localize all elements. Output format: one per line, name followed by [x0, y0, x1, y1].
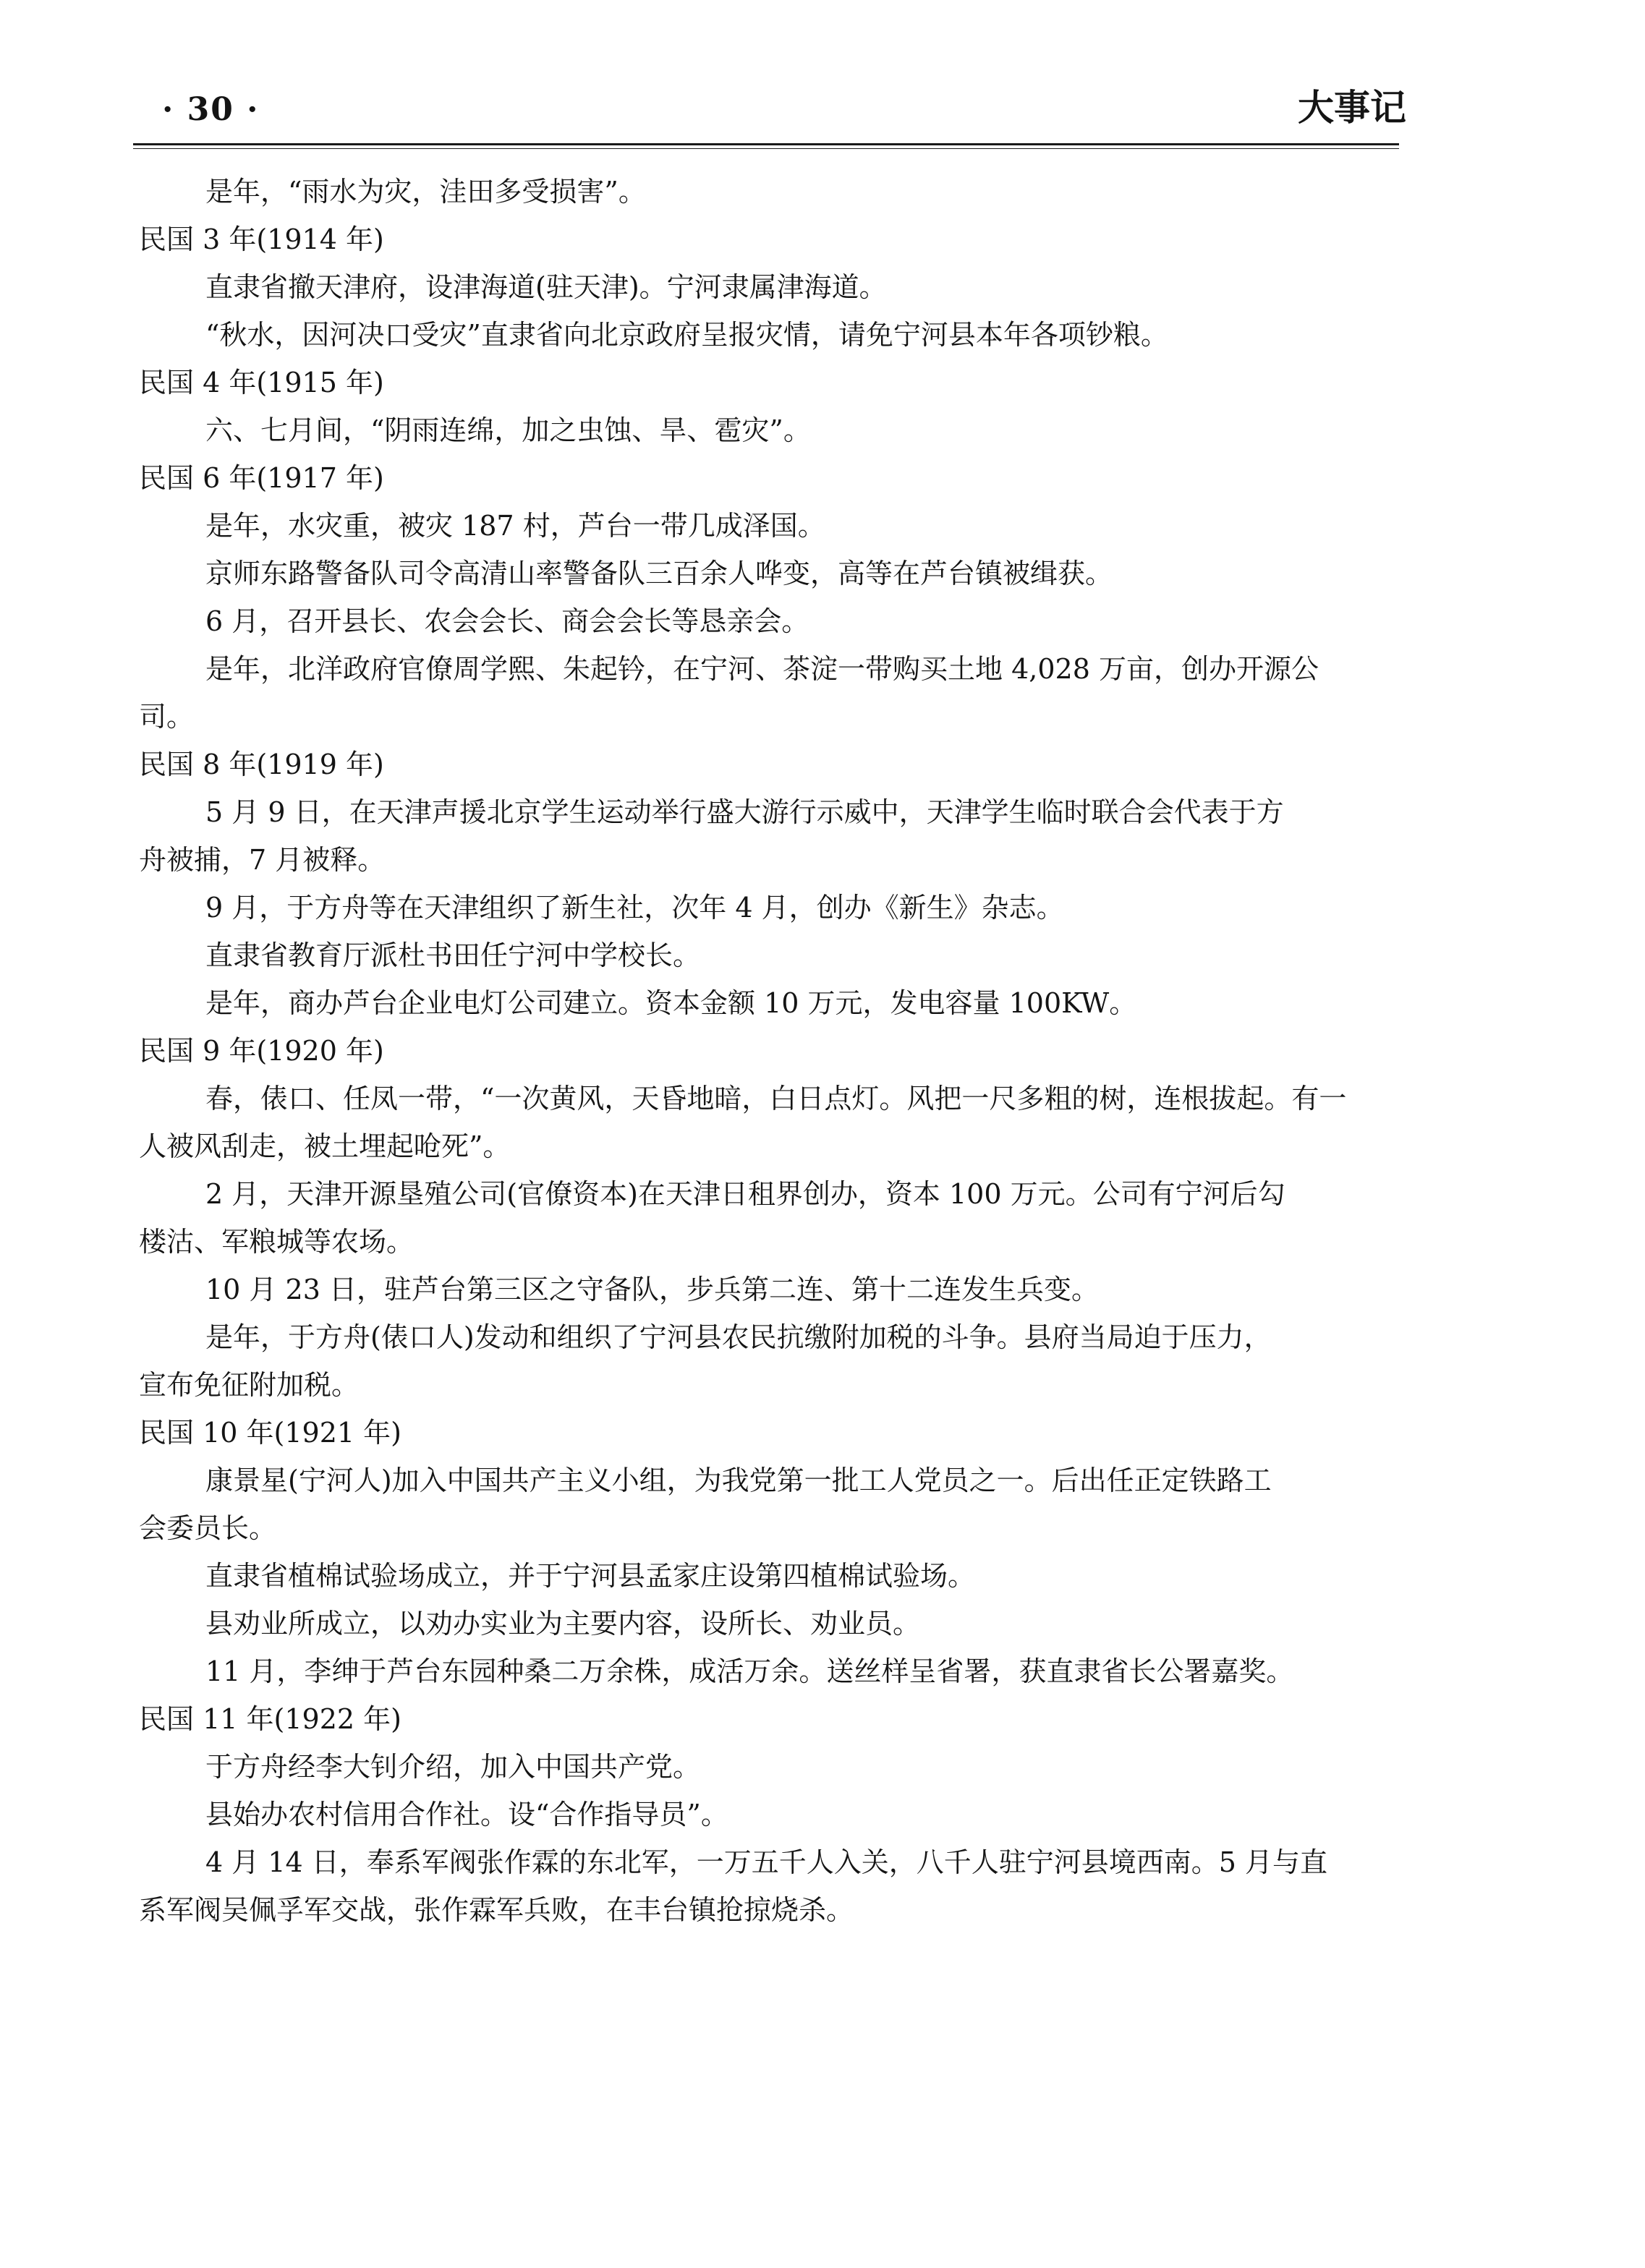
chronicle-entry: 是年，水灾重，被灾 187 村，芦台一带几成泽国。	[205, 510, 825, 542]
year-heading: 民国 6 年(1917 年)	[139, 462, 384, 494]
chronicle-entry: 是年，于方舟(俵口人)发动和组织了宁河县农民抗缴附加税的斗争。县府当局迫于压力，	[205, 1321, 1272, 1353]
chronicle-entry: 直隶省撤天津府，设津海道(驻天津)。宁河隶属津海道。	[205, 271, 887, 303]
chronicle-entry: 9 月，于方舟等在天津组织了新生社，次年 4 月，创办《新生》杂志。	[205, 892, 1064, 924]
section-title: 大事记	[1298, 87, 1406, 129]
chronicle-entry: 康景星(宁河人)加入中国共产主义小组，为我党第一批工人党员之一。后出任正定铁路工	[205, 1465, 1272, 1496]
chronicle-entry: 直隶省植棉试验场成立，并于宁河县孟家庄设第四植棉试验场。	[205, 1560, 976, 1592]
chronicle-entry: 京师东路警备队司令高清山率警备队三百余人哗变，高等在芦台镇被缉获。	[205, 558, 1113, 589]
entry-continuation: 司。	[139, 701, 195, 733]
chronicle-entry: 2 月，天津开源垦殖公司(官僚资本)在天津日租界创办，资本 100 万元。公司有宁河后勾	[205, 1178, 1285, 1210]
header-rule	[133, 143, 1399, 145]
chronicle-entry: 六、七月间，“阴雨连绵，加之虫蚀、旱、雹灾”。	[205, 414, 811, 446]
chronicle-entry: 11 月，李绅于芦台东园种桑二万余株，成活万余。送丝样呈省署，获直隶省长公署嘉奖。	[205, 1655, 1294, 1687]
page-number: · 30 ·	[162, 91, 260, 128]
entry-continuation: 楼沽、军粮城等农场。	[139, 1226, 415, 1258]
entry-continuation: 宣布免征附加税。	[139, 1369, 360, 1401]
chronicle-entry: 是年，北洋政府官僚周学熙、朱起钤，在宁河、茶淀一带购买土地 4,028 万亩，创办开源公	[205, 653, 1319, 685]
chronicle-entry: 县始办农村信用合作社。设“合作指导员”。	[205, 1799, 728, 1830]
chronicle-entry: 直隶省教育厅派杜书田任宁河中学校长。	[205, 939, 701, 971]
year-heading: 民国 11 年(1922 年)	[139, 1703, 401, 1735]
year-heading: 民国 4 年(1915 年)	[139, 367, 384, 398]
entry-continuation: 会委员长。	[139, 1512, 277, 1544]
chronicle-entry: 是年，商办芦台企业电灯公司建立。资本金额 10 万元，发电容量 100KW。	[205, 987, 1137, 1019]
chronicle-entry: 春，俵口、任凤一带，“一次黄风，天昏地暗，白日点灯。风把一尺多粗的树，连根拔起。有一	[205, 1083, 1347, 1114]
chronicle-entry: 5 月 9 日，在天津声援北京学生运动举行盛大游行示威中，天津学生临时联合会代表于方	[205, 796, 1284, 828]
chronicle-entry: 6 月，召开县长、农会会长、商会会长等恳亲会。	[205, 605, 809, 637]
year-heading: 民国 3 年(1914 年)	[139, 223, 384, 255]
entry-continuation: 舟被捕，7 月被释。	[139, 844, 386, 876]
chronicle-entry: 10 月 23 日，驻芦台第三区之守备队，步兵第二连、第十二连发生兵变。	[205, 1274, 1099, 1305]
year-heading: 民国 9 年(1920 年)	[139, 1035, 384, 1067]
chronicle-entry: 于方舟经李大钊介绍，加入中国共产党。	[205, 1751, 701, 1783]
chronicle-entry: 是年，“雨水为灾，洼田多受损害”。	[205, 176, 646, 208]
chronicle-entry: “秋水，因河决口受灾”直隶省向北京政府呈报灾情，请免宁河县本年各项钞粮。	[205, 319, 1168, 351]
chronicle-entry: 县劝业所成立，以劝办实业为主要内容，设所长、劝业员。	[205, 1608, 921, 1640]
header-rule-thin	[133, 148, 1399, 149]
entry-continuation: 人被风刮走，被土埋起呛死”。	[139, 1130, 511, 1162]
chronicle-entry: 4 月 14 日，奉系军阀张作霖的东北军，一万五千人入关，八千人驻宁河县境西南。5 月与直	[205, 1846, 1328, 1878]
chronicle-body	[139, 168, 1398, 1934]
year-heading: 民国 8 年(1919 年)	[139, 749, 384, 780]
entry-continuation: 系军阀吴佩孚军交战，张作霖军兵败，在丰台镇抢掠烧杀。	[139, 1894, 854, 1926]
year-heading: 民国 10 年(1921 年)	[139, 1417, 401, 1449]
